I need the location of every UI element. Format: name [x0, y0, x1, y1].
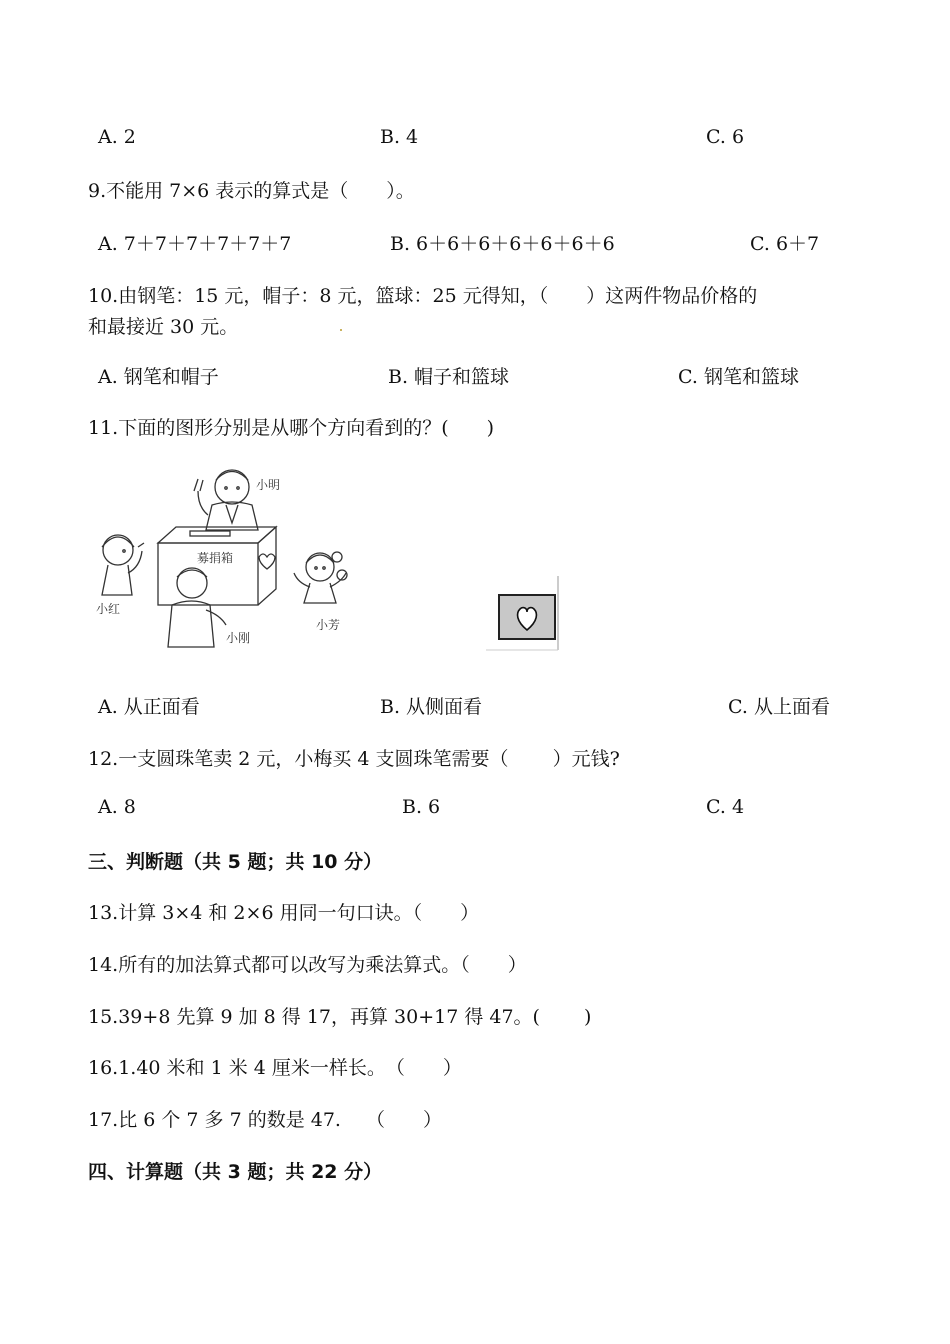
donation-box-scene — [80, 455, 380, 655]
q10-question-line2: 和最接近 30 元。 — [88, 316, 239, 338]
label-xiaoming: 小明 — [256, 478, 281, 492]
q11-option-b: B. 从侧面看 — [380, 696, 483, 718]
q12-question: 12.一支圆珠笔卖 2 元，小梅买 4 支圆珠笔需要（ ）元钱? — [88, 748, 620, 770]
q8-option-a: A. 2 — [98, 126, 136, 148]
xiaogang-figure — [168, 568, 226, 647]
q11-option-c: C. 从上面看 — [728, 696, 830, 718]
q12-option-c: C. 4 — [706, 796, 745, 818]
q10-option-a: A. 钢笔和帽子 — [98, 366, 219, 388]
xiaoming-figure — [194, 470, 258, 530]
heart-view-figure — [486, 576, 562, 652]
q9-option-c: C. 6＋7 — [750, 233, 820, 255]
stray-dot — [340, 329, 342, 331]
label-xiaofang: 小芳 — [316, 618, 341, 632]
q10-option-c: C. 钢笔和篮球 — [678, 366, 799, 388]
q9-option-b: B. 6＋6＋6＋6＋6＋6＋6 — [390, 233, 615, 255]
q14-question: 14.所有的加法算式都可以改写为乘法算式。（ ） — [88, 954, 527, 976]
q9-option-a: A. 7＋7＋7＋7＋7＋7 — [98, 233, 292, 255]
q13-question: 13.计算 3×4 和 2×6 用同一句口诀。（ ） — [88, 902, 480, 924]
label-xiaohong: 小红 — [96, 602, 121, 616]
q16-question: 16.1.40 米和 1 米 4 厘米一样长。 （ ） — [88, 1057, 462, 1079]
donation-box — [158, 527, 276, 605]
q11-option-a: A. 从正面看 — [98, 696, 200, 718]
q11-question: 11.下面的图形分别是从哪个方向看到的？( ) — [88, 417, 495, 439]
q9-question: 9.不能用 7×6 表示的算式是（ ）。 — [88, 180, 415, 202]
q10-option-b: B. 帽子和篮球 — [388, 366, 510, 388]
q15-question: 15.39+8 先算 9 加 8 得 17，再算 30+17 得 47。( ) — [88, 1006, 592, 1028]
q17-question: 17.比 6 个 7 多 7 的数是 47. （ ） — [88, 1109, 443, 1131]
label-box: 募捐箱 — [197, 551, 234, 565]
q12-option-b: B. 6 — [402, 796, 441, 818]
q10-question-line1: 10.由钢笔：15 元，帽子：8 元，篮球：25 元得知，（ ）这两件物品价格的 — [88, 285, 758, 307]
q8-option-c: C. 6 — [706, 126, 745, 148]
section-four-title: 四、计算题（共 3 题；共 22 分） — [88, 1161, 383, 1183]
xiaohong-figure — [102, 535, 144, 595]
label-xiaogang: 小刚 — [226, 631, 251, 645]
q8-option-b: B. 4 — [380, 126, 419, 148]
q12-option-a: A. 8 — [98, 796, 136, 818]
section-three-title: 三、判断题（共 5 题；共 10 分） — [88, 851, 383, 873]
xiaofang-figure — [294, 552, 347, 603]
